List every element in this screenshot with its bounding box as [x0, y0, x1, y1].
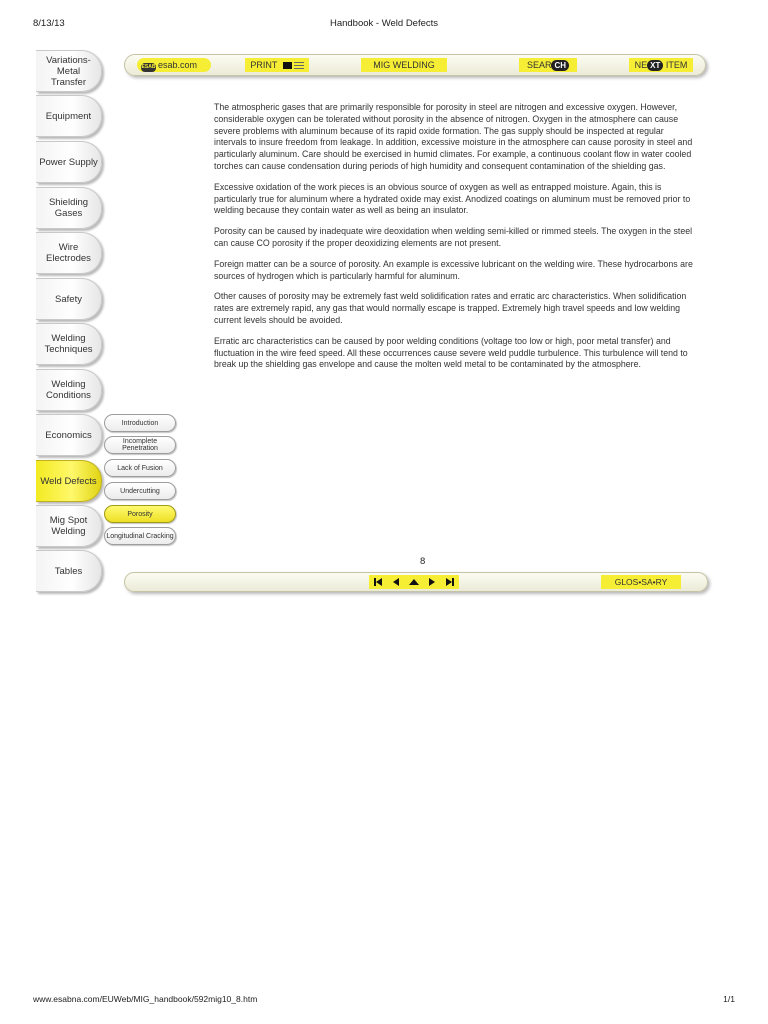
print-label: PRINT	[250, 60, 278, 70]
glossary-button[interactable]: GLOS•SA•RY	[601, 575, 681, 589]
sidebar-item-variations-metal-transfer[interactable]: Variations- Metal Transfer	[36, 50, 102, 92]
print-icon	[283, 62, 292, 69]
next-label-post: ITEM	[663, 60, 688, 70]
content-paragraph: Porosity can be caused by inadequate wire deoxidation when welding semi-killed or rimmed steels. The oxygen in the steel can cause CO porosity if the proper deoxidizing elements are not present.	[214, 226, 693, 248]
bottom-toolbar	[124, 572, 708, 592]
page-nav-group	[369, 575, 459, 589]
print-title: Handbook - Weld Defects	[329, 18, 439, 29]
search-label-oval: CH	[551, 60, 569, 71]
sidebar-item-power-supply[interactable]: Power Supply	[36, 141, 102, 183]
sidebar-item-tables[interactable]: Tables	[36, 550, 102, 592]
next-label-pre: NE	[634, 60, 648, 70]
previous-page-icon[interactable]	[389, 576, 403, 588]
sidebar-item-shielding-gases[interactable]: Shielding Gases	[36, 187, 102, 229]
lines-icon	[294, 62, 304, 69]
sidebar-item-welding-techniques[interactable]: Welding Techniques	[36, 323, 102, 365]
sidebar-item-weld-defects[interactable]: Weld Defects	[36, 460, 102, 502]
first-page-icon[interactable]	[371, 576, 385, 588]
content-paragraph: The atmospheric gases that are primarily responsible for porosity in steel are nitrogen and excessive oxygen. However, considerable oxygen can be tolerated without porosity in the absence of nitrogen. Oxygen in the atmosphere can cause severe problems with aluminum because of its rapid oxide formation. The gas supply should be inspected at regular intervals to insure freedom from leakage. In addition, excessive moisture in the atmosphere can cause porosity in steel and particularly aluminum. Care should be exercised in humid climates. For example, a continuous coolant flow in water cooled torches can cause condensation during periods of high humidity and consequent contamination of the shielding gas.	[214, 102, 693, 171]
subnav-item-undercutting[interactable]: Undercutting	[104, 482, 176, 500]
page-number: 8	[420, 556, 426, 567]
subnav-item-lack-of-fusion[interactable]: Lack of Fusion	[104, 459, 176, 477]
section-title: MIG WELDING	[361, 58, 447, 72]
sidebar-item-equipment[interactable]: Equipment	[36, 95, 102, 137]
print-url: www.esabna.com/EUWeb/MIG_handbook/592mig10_8.htm	[33, 994, 258, 1004]
search-label: SEAR	[526, 60, 552, 70]
subnav-item-longitudinal-cracking[interactable]: Longitudinal Cracking	[104, 527, 176, 545]
print-date: 8/13/13	[33, 18, 65, 29]
content-paragraph: Other causes of porosity may be extremely fast weld solidification rates and erratic arc characteristics. When solidification rates are extremely rapid, any gas that would normally escape is trapped. Extremely high travel speeds and low welding current levels should be avoided.	[214, 291, 687, 325]
up-icon[interactable]	[407, 576, 421, 588]
content-paragraph: Excessive oxidation of the work pieces is an obvious source of oxygen as well as entrapped moisture. Again, this is particularly true for aluminum where a hydrated oxide may exist. Anodized coatings on aluminum must be removed prior to welding because they contain water as well as being an insulator.	[214, 181, 691, 216]
next-page-icon[interactable]	[425, 576, 439, 588]
print-button[interactable]	[245, 58, 309, 72]
sidebar-item-mig-spot-welding[interactable]: Mig Spot Welding	[36, 505, 102, 547]
print-page-count: 1/1	[723, 994, 735, 1004]
last-page-icon[interactable]	[443, 576, 457, 588]
next-label-oval: XT	[647, 60, 663, 71]
esab-link-label: esab.com	[158, 60, 198, 70]
top-toolbar	[124, 54, 706, 76]
subnav-item-introduction[interactable]: Introduction	[104, 414, 176, 432]
esab-logo-icon: ESAB	[141, 64, 156, 70]
sidebar-item-welding-conditions[interactable]: Welding Conditions	[36, 369, 102, 411]
sidebar-item-economics[interactable]: Economics	[36, 414, 102, 456]
next-item-button[interactable]	[629, 58, 693, 72]
subnav-item-porosity[interactable]: Porosity	[104, 505, 176, 523]
sidebar-item-safety[interactable]: Safety	[36, 278, 102, 320]
esab-link[interactable]	[137, 58, 211, 72]
main-content	[214, 102, 696, 380]
search-button[interactable]	[519, 58, 577, 72]
print-header	[0, 18, 768, 32]
content-paragraph: Erratic arc characteristics can be caused by poor welding conditions (voltage too low or high, poor metal transfer) and fluctuation in the wire feed speed. All these occurrences cause severe weld puddle turbulence. This turbulence will tend to break up the shielding gas envelope and cause the molten weld metal to be contaminated by the atmosphere.	[214, 335, 688, 370]
subnav-item-incomplete-penetration[interactable]: Incomplete Penetration	[104, 436, 176, 454]
content-paragraph: Foreign matter can be a source of porosity. An example is excessive lubricant on the welding wire. These hydrocarbons are sources of hydrogen which is particularly harmful for aluminum.	[214, 258, 693, 281]
sidebar-item-wire-electrodes[interactable]: Wire Electrodes	[36, 232, 102, 274]
